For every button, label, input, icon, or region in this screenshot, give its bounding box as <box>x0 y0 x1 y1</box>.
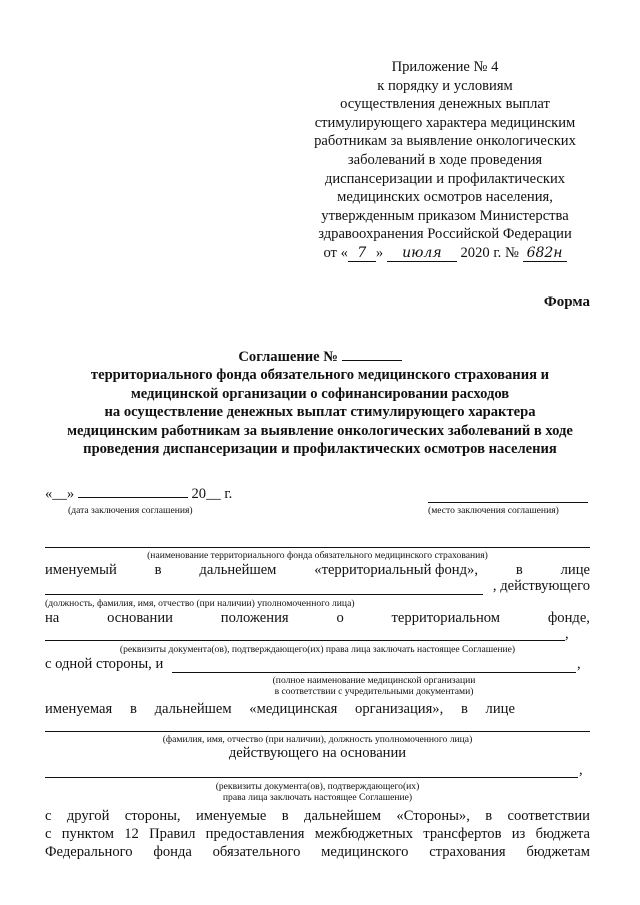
word: организация», <box>355 701 444 717</box>
appendix-line: стимулирующего характера медицинским <box>314 114 576 131</box>
appendix-line: Приложение № 4 <box>391 59 499 75</box>
docs-blank <box>45 640 565 641</box>
org-caption <box>172 675 576 697</box>
word: медицинского <box>321 844 409 860</box>
place-caption: (место заключения соглашения) <box>428 505 559 516</box>
word: на <box>45 610 60 626</box>
word: бюджетам <box>526 844 590 860</box>
handwritten-month: июля <box>387 246 457 262</box>
title-line: проведения диспансеризации и профилактических осмотров населения <box>83 441 557 458</box>
agreement-title <box>48 348 592 458</box>
official-blank <box>45 594 483 595</box>
word: «Стороны», <box>396 808 470 824</box>
word: в <box>281 808 289 824</box>
docs2-caption-line: права лица заключать настоящее Соглашение) <box>222 792 413 803</box>
word: лице <box>485 701 515 717</box>
order-year: 2020 г. № <box>460 244 519 261</box>
year-blank: 20__ г. <box>191 486 233 502</box>
org-line <box>45 701 515 718</box>
date-prefix: от « <box>323 244 348 261</box>
word: основании <box>107 610 173 626</box>
comma: , <box>565 626 569 642</box>
title-line: медицинской организации о софинансировании расходов <box>130 385 510 402</box>
word: обязательного <box>212 844 301 860</box>
word: в <box>485 808 493 824</box>
word: дальнейшем <box>199 562 277 578</box>
word: фонда <box>153 844 192 860</box>
docs2-caption <box>45 781 590 803</box>
word: именуемый <box>45 562 117 578</box>
agreement-number-blank <box>342 360 402 361</box>
fund-name-blank <box>45 547 590 548</box>
order-date-line <box>300 244 590 263</box>
appendix-line: здравоохранения Российской Федерации <box>318 226 572 243</box>
word: другой <box>66 808 110 824</box>
word: «территориальный фонд», <box>314 562 478 578</box>
date-row <box>45 486 590 503</box>
docs2-caption-line: (реквизиты документа(ов), подтверждающего(их) <box>215 781 420 792</box>
one-side-line <box>45 656 590 673</box>
org-caption-line: в соответствии с учредительными документами) <box>274 686 474 697</box>
word: положения <box>220 610 289 626</box>
one-side-text: с одной стороны, и <box>45 656 164 672</box>
word: в <box>460 701 468 717</box>
person-caption: (фамилия, имя, отчество (при наличии), должность уполномоченного лица) <box>162 734 473 745</box>
acting-basis: действующего на основании <box>228 745 407 761</box>
word: именуемые <box>195 808 267 824</box>
appendix-line: утвержденным приказом Министерства <box>321 207 569 224</box>
place-blank <box>428 502 588 503</box>
word: страхования <box>429 844 506 860</box>
docs-caption: (реквизиты документа(ов), подтверждающего(их) права лица заключать настоящее Соглашение) <box>119 644 516 655</box>
title-line: территориального фонда обязательного медицинского страхования и <box>90 367 550 384</box>
appendix-line: медицинских осмотров населения, <box>337 189 553 206</box>
paragraph-line <box>45 808 590 825</box>
word: стороны, <box>124 808 181 824</box>
word: в <box>129 701 137 717</box>
agreement-number-label: Соглашение № <box>238 349 338 365</box>
word: территориальном <box>391 610 501 626</box>
handwritten-number: 682н <box>523 246 567 262</box>
date-caption: (дата заключения соглашения) <box>68 505 193 516</box>
comma: , <box>577 656 581 672</box>
word: в <box>154 562 162 578</box>
fund-caption: (наименование территориального фонда обязательного медицинского страхования) <box>147 550 488 561</box>
acting-end: , действующего <box>492 578 590 594</box>
appendix-line: осуществления денежных выплат <box>340 96 550 113</box>
org-name-blank <box>172 672 576 673</box>
org-caption-line: (полное наименование медицинской организации <box>272 675 476 686</box>
docs2-blank <box>45 777 578 778</box>
comma: , <box>579 762 583 778</box>
word: о <box>336 610 344 626</box>
appendix-line: диспансеризации и профилактических <box>324 170 566 187</box>
day-blank: «__» <box>45 486 75 502</box>
handwritten-day: 7 <box>348 246 376 262</box>
month-blank <box>78 497 188 498</box>
paragraph-line: с пунктом 12 Правил предоставления межбюджетных трансфертов из бюджета <box>45 826 590 842</box>
word: лице <box>560 562 590 578</box>
word: соответствии <box>507 808 590 824</box>
appendix-header <box>300 58 590 263</box>
paragraph-line <box>45 844 590 861</box>
title-line <box>48 348 592 366</box>
word: с <box>45 808 52 824</box>
word: фонде, <box>547 610 590 626</box>
word: Федерального <box>45 844 133 860</box>
appendix-line: к порядку и условиям <box>377 77 513 94</box>
form-label: Форма <box>543 294 590 310</box>
date-close-quote: » <box>375 244 384 261</box>
title-line: на осуществление денежных выплат стимулирующего характера <box>104 404 536 421</box>
fund-line <box>45 562 590 579</box>
official-caption: (должность, фамилия, имя, отчество (при наличии) уполномоченного лица) <box>45 598 355 609</box>
person-blank <box>45 731 590 732</box>
title-line: медицинским работникам за выявление онкологических заболеваний в ходе <box>67 422 573 439</box>
word: дальнейшем <box>154 701 232 717</box>
appendix-line: работникам за выявление онкологических <box>314 133 576 150</box>
word: «медицинская <box>249 701 338 717</box>
appendix-line: заболеваний в ходе проведения <box>347 151 543 168</box>
word: именуемая <box>45 701 113 717</box>
word: в <box>515 562 523 578</box>
word: дальнейшем <box>304 808 382 824</box>
basis-line <box>45 610 590 627</box>
